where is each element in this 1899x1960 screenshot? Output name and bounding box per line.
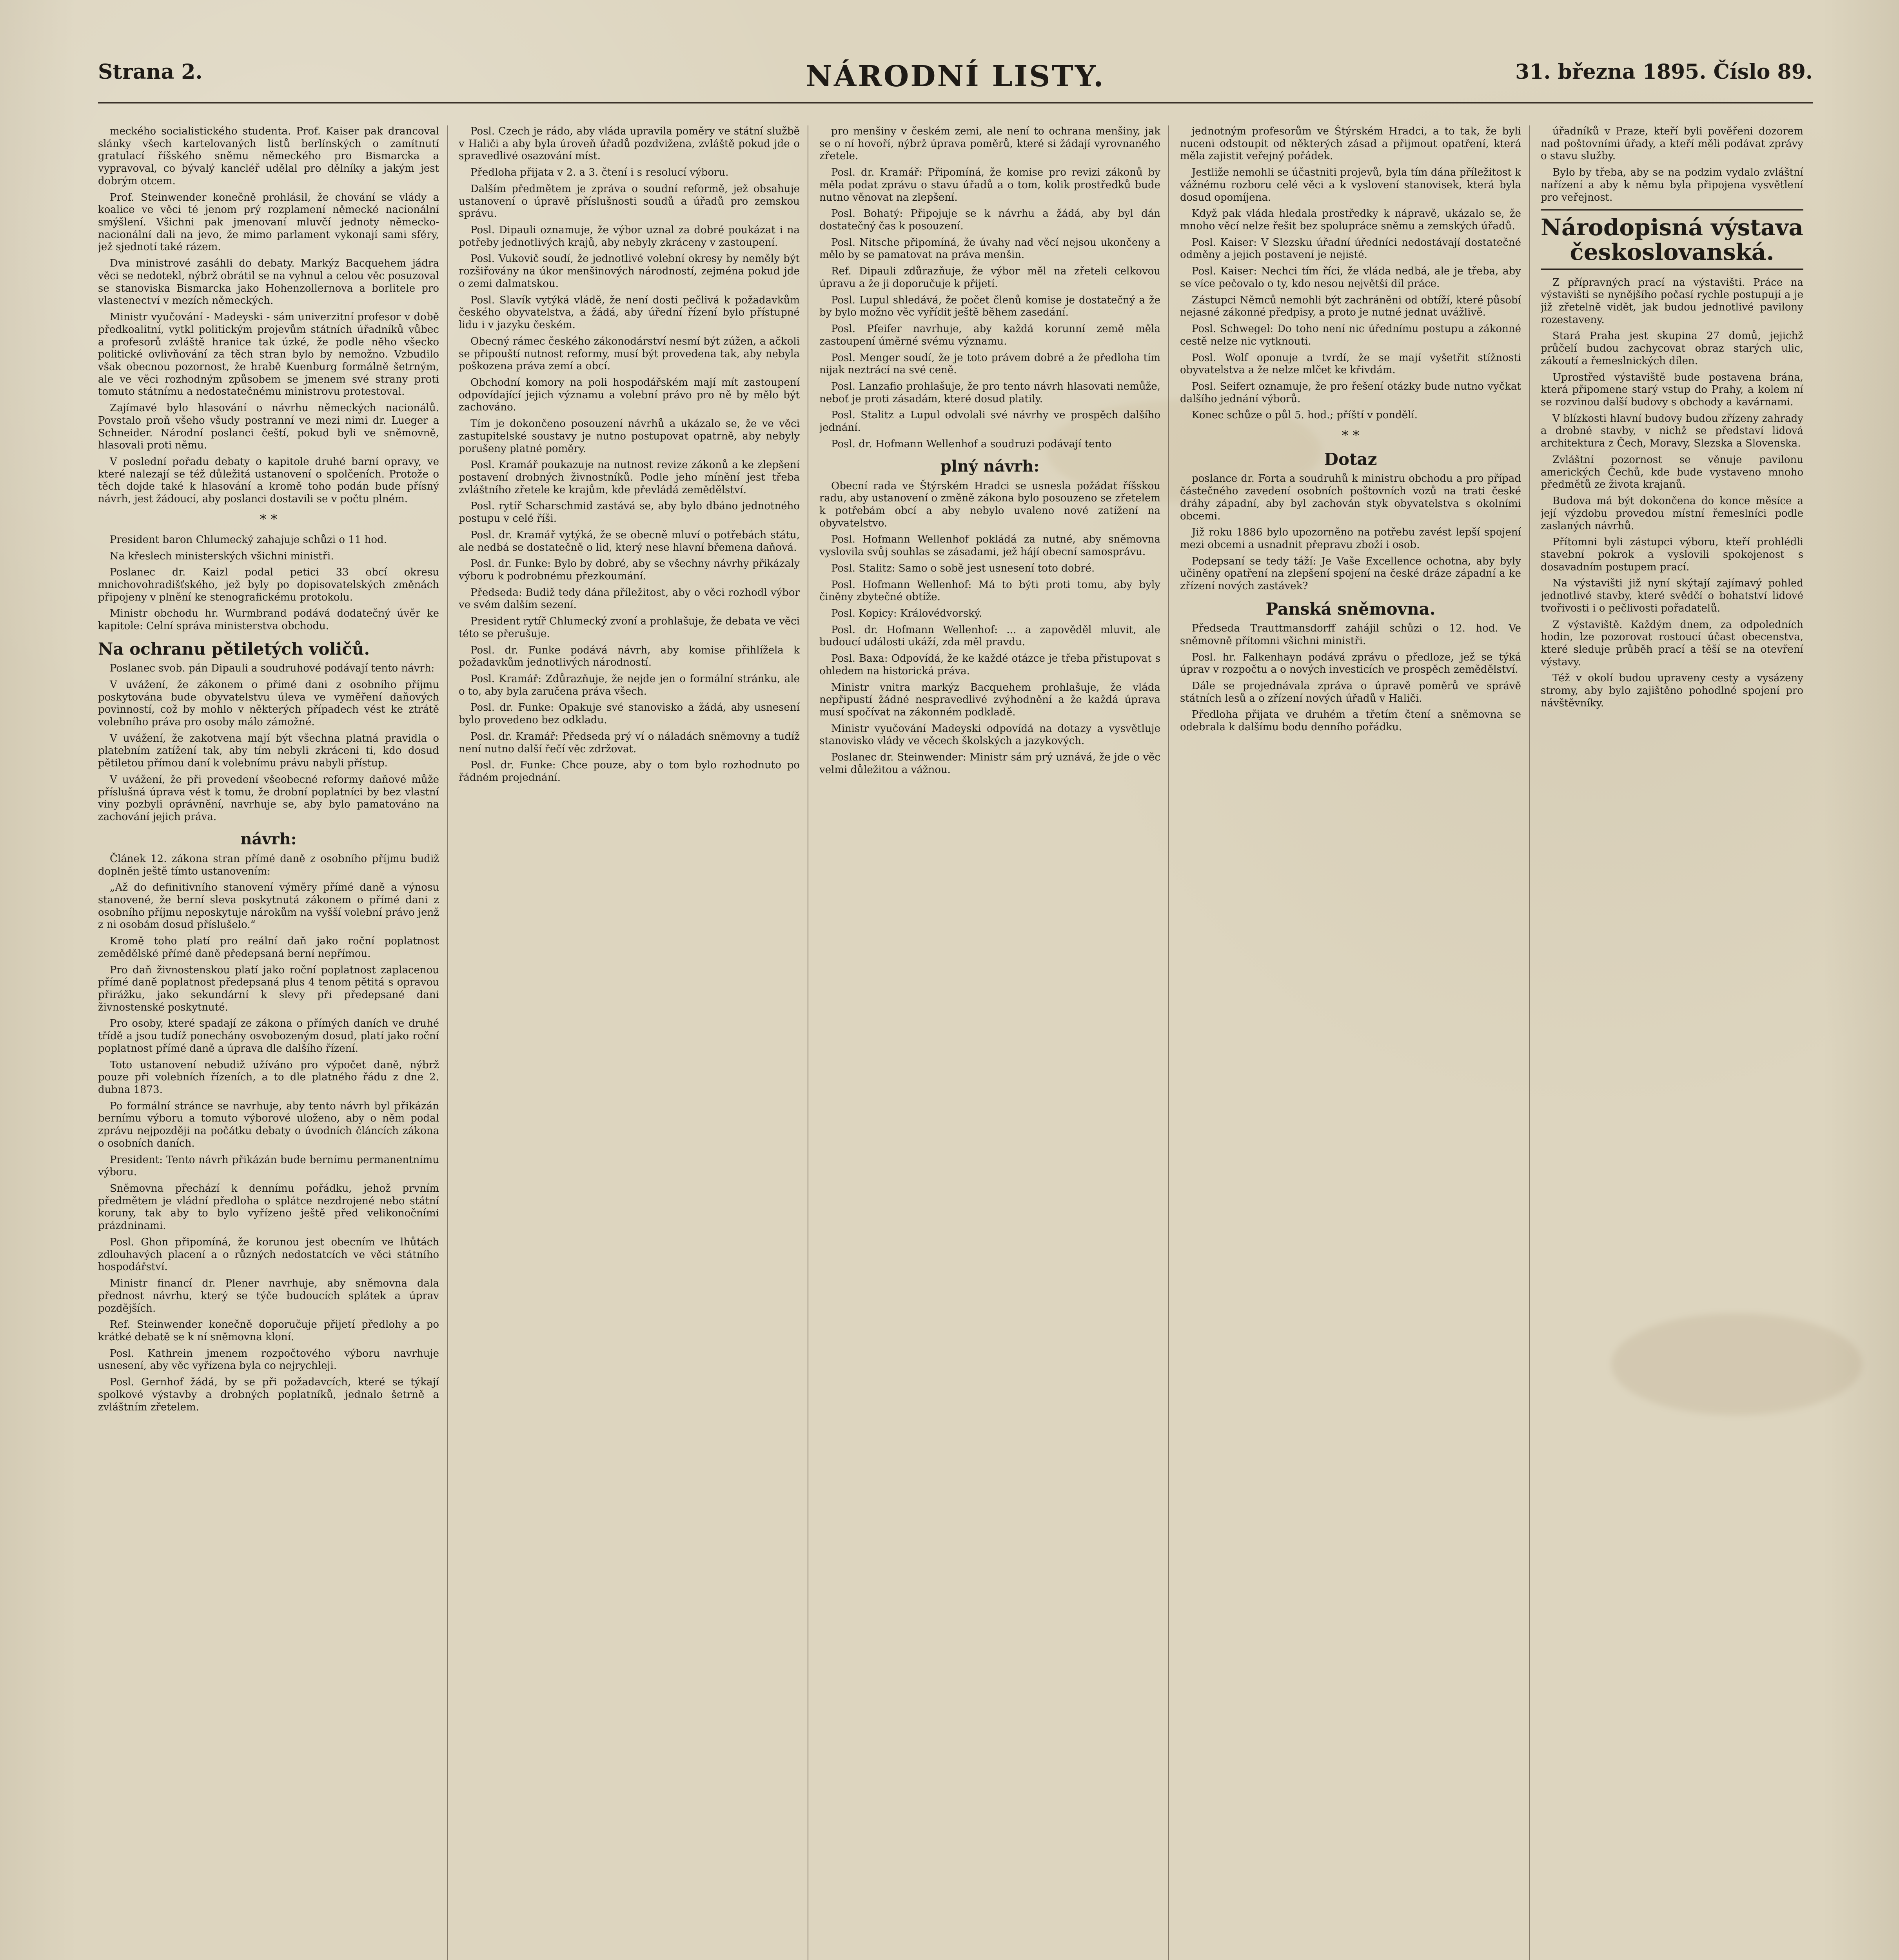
article-paragraph: pro menšiny v českém zemi, ale není to ochrana menšiny, jak se o ní hovoří, nýbrž úprava poměrů, které si žádají vyrovnaného zřetele. — [819, 125, 1160, 162]
section-title: Národopisná výstava českoslovanská. — [1541, 209, 1803, 269]
article-paragraph: Posl. Kaiser: V Slezsku úřadní úředníci nedostávají dostatečné odměny a jejich postavení je nejisté. — [1180, 236, 1521, 261]
article-paragraph: Posl. Hofmann Wellenhof pokládá za nutné, aby sněmovna vyslovila svůj souhlas se zásadami, jež hájí obecní samosprávu. — [819, 534, 1160, 558]
article-paragraph: V uvážení, že zákonem o přímé dani z osobního příjmu poskytována bude obyvatelstvu úleva ve vyměření daňových povinností, což by mohlo v některých případech vést ke ztrátě volebního práva pro osoby málo zámožné. — [98, 679, 439, 728]
article-paragraph: Posl. Dipauli oznamuje, že výbor uznal za dobré poukázat i na potřeby jednotlivých krajů, aby nebyly zkráceny v zastoupení. — [459, 224, 800, 249]
article-paragraph: Ref. Steinwender konečně doporučuje přijetí předlohy a po krátké debatě se k ní sněmovna kloní. — [98, 1319, 439, 1343]
article-paragraph: Jestliže nemohli se účastniti projevů, byla tím dána příležitost k vážnému rozboru celé věci a k vyslovení stanovisek, která byla dosud opomíjena. — [1180, 167, 1521, 203]
article-paragraph: President baron Chlumecký zahajuje schůzi o 11 hod. — [110, 534, 387, 546]
article-paragraph: Ref. Dipauli zdůrazňuje, že výbor měl na zřeteli celkovou úpravu a že ji doporučuje k přijetí. — [819, 265, 1160, 290]
article-paragraph: President: Tento návrh přikázán bude bernímu permanentnímu výboru. — [98, 1154, 439, 1178]
text-column-5 — [1541, 125, 1803, 1960]
article-paragraph: Zvláštní pozornost se věnuje pavilonu amerických Čechů, kde bude vystaveno mnoho předmětů ze života krajanů. — [1541, 454, 1803, 491]
article-paragraph: Posl. Menger soudí, že je toto právem dobré a že předloha tím nijak neztrácí na své ceně. — [819, 352, 1160, 376]
article-paragraph: Též v okolí budou upraveny cesty a vysázeny stromy, aby bylo zajištěno pohodlné spojení pro návštěvníky. — [1541, 672, 1803, 709]
article-paragraph: Posl. dr. Kramář vytýká, že se obecně mluví o potřebách státu, ale nedbá se dostatečně o lid, který nese hlavní břemena daňová. — [459, 529, 800, 554]
section-title: Dotaz — [1324, 450, 1377, 469]
article-paragraph: Posl. Kaiser: Nechci tím říci, že vláda nedbá, ale je třeba, aby se více pečovalo o ty, kdo nesou největší díl práce. — [1180, 265, 1521, 290]
article-paragraph: jednotným profesorům ve Štýrském Hradci, a to tak, že byli nuceni odstoupit od některých zásad a přijmout opatření, která měla zajistit veřejný pořádek. — [1180, 125, 1521, 162]
article-paragraph: Kromě toho platí pro reální daň jako roční poplatnost zemědělské přímé daně předepsaná berní nepřímou. — [98, 935, 439, 960]
article-paragraph: Posl. Schwegel: Do toho není nic úřednímu postupu a zákonné cestě nelze nic vytknouti. — [1180, 323, 1521, 347]
article-paragraph: Zajímavé bylo hlasování o návrhu německých nacionálů. Povstalo proň všeho všudy postranní ve mezi nimi dr. Lueger a Schneider. Národní poslanci čeští, pokud byli ve sněmovně, hlasovali proti němu. — [98, 402, 439, 452]
column-divider — [447, 125, 448, 1960]
article-paragraph: Pro daň živnostenskou platí jako roční poplatnost zaplacenou přímé daně poplatnost předepsaná plus 4 tenom pětitá s opravou přirážku, jako sekundární k slevy při předepsané dani živnostenské poskytnuté. — [98, 964, 439, 1013]
article-paragraph: Ministr obchodu hr. Wurmbrand podává dodatečný úvěr ke kapitole: Celní správa ministerstva obchodu. — [98, 608, 439, 632]
article-paragraph: Když pak vláda hledala prostředky k nápravě, ukázalo se, že mnoho věcí nelze řešit bez spolupráce sněmu a zemských úřadů. — [1180, 208, 1521, 232]
article-paragraph: Posl. Pfeifer navrhuje, aby každá korunní země měla zastoupení úměrné svému významu. — [819, 323, 1160, 347]
article-paragraph: Ministr vyučování Madeyski odpovídá na dotazy a vysvětluje stanovisko vlády ve věcech školských a jazykových. — [819, 722, 1160, 747]
text-column-4 — [1180, 125, 1521, 1960]
text-column-1 — [98, 125, 439, 1960]
article-paragraph: Tím je dokončeno posouzení návrhů a ukázalo se, že ve věci zastupitelské soustavy je nutno postupovat opatrně, aby nebyly porušeny platné poměry. — [459, 418, 800, 455]
article-paragraph: poslance dr. Forta a soudruhů k ministru obchodu a pro případ částečného zavedení osobních poštovních vozů na trati české dráhy západní, aby byl zachován styk obyvatelstva s okolními obcemi. — [1180, 473, 1521, 522]
article-paragraph: Poslanec svob. pán Dipauli a soudruhové podávají tento návrh: — [110, 662, 435, 675]
article-paragraph: Posl. dr. Kramář: Připomíná, že komise pro revizi zákonů by měla podat zprávu o stavu úřadů a o tom, kolik prostředků bude nutno věnovat na zlepšení. — [819, 167, 1160, 203]
article-paragraph: Posl. dr. Funke: Chce pouze, aby o tom bylo rozhodnuto po řádném projednání. — [459, 759, 800, 784]
text-column-3 — [819, 125, 1160, 1960]
article-paragraph: V uvážení, že při provedení všeobecné reformy daňové může příslušná úprava vést k tomu, že drobní poplatníci by bez vlastní viny pozbyli oprávnění, navrhuje se, aby bylo pamatováno na zachování jejich práva. — [98, 773, 439, 823]
article-paragraph: Posl. Czech je rádo, aby vláda upravila poměry ve státní službě v Haliči a aby byla úroveň úřadů pozdvižena, zvláště pokud jde o spravedlivé osazování míst. — [459, 125, 800, 162]
article-paragraph: Posl. Baxa: Odpovídá, že ke každé otázce je třeba přistupovat s ohledem na historická práva. — [819, 653, 1160, 677]
article-paragraph: Posl. Wolf oponuje a tvrdí, že se mají vyšetřit stížnosti obyvatelstva a že nelze mlčet ke křivdám. — [1180, 352, 1521, 376]
article-paragraph: Posl. dr. Funke: Bylo by dobré, aby se všechny návrhy přikázaly výboru k podrobnému přezkoumání. — [459, 558, 800, 582]
article-paragraph: Obchodní komory na poli hospodářském mají mít zastoupení odpovídající jejich významu a volební právo pro ně by mělo být zachováno. — [459, 376, 800, 414]
article-paragraph: Zástupci Němců nemohli být zachráněni od obtíží, které působí nejasné zákonné předpisy, a proto je nutné jednat uvážlivě. — [1180, 294, 1521, 319]
article-paragraph: Posl. rytíř Scharschmid zastává se, aby bylo dbáno jednotného postupu v celé říši. — [459, 500, 800, 525]
article-paragraph: Ministr vnitra markýz Bacquehem prohlašuje, že vláda nepřipustí žádné nespravedlivé zvýhodnění a že každá úprava musí spočívat na zákonném podkladě. — [819, 681, 1160, 719]
article-paragraph: Posl. Bohatý: Připojuje se k návrhu a žádá, aby byl dán dostatečný čas k posouzení. — [819, 208, 1160, 232]
article-paragraph: Posl. Stalitz a Lupul odvolali své návrhy ve prospěch dalšího jednání. — [819, 409, 1160, 434]
article-paragraph: Uprostřed výstaviště bude postavena brána, která připomene starý vstup do Prahy, a kolem ní se rozvinou další budovy s obchody a kavárnami. — [1541, 371, 1803, 408]
article-paragraph: Obecní rada ve Štýrském Hradci se usnesla požádat říšskou radu, aby ustanovení o změně zákona bylo posouzeno se zřetelem k potřebám obcí a aby nebylo uvaleno nové zatížení na obyvatelstvo. — [819, 480, 1160, 529]
article-paragraph: Předseda Trauttmansdorff zahájil schůzi o 12. hod. Ve sněmovně přítomni všichni ministři. — [1180, 622, 1521, 647]
article-paragraph: Posl. dr. Funke podává návrh, aby komise přihlížela k požadavkům jednotlivých národností. — [459, 644, 800, 669]
page-number: Strana 2. — [98, 60, 203, 84]
article-paragraph: Dva ministrové zasáhli do debaty. Markýz Bacquehem jádra věci se nedotekl, nýbrž obrátil se na vyhnul a celou věc posuzoval se stanoviska Bismarcka jako Hohenzollernova a borlitele pro vlastenectví v mezích německých. — [98, 258, 439, 307]
article-paragraph: Posl. Lanzafio prohlašuje, že pro tento návrh hlasovati nemůže, neboť je proti zásadám, které dosud platily. — [819, 380, 1160, 405]
article-paragraph: Ministr vyučování - Madeyski - sám univerzitní profesor v době předkoalitní, vytkl politickým projevům státních úřadníků vůbec a profesorů zvláště hranice tak úzké, že podle něho všecko politické ovlivňování za těch stran bylo by nemožno. Vzbudilo však obecnou pozornost, že hrabě Kuenburg formálně šetrným, ale ve věci rozhodným způsobem se jmenem své strany proti tomuto státnímu a nedostatečnému ministrovu protestoval. — [98, 311, 439, 398]
article-paragraph: Předloha přijata v 2. a 3. čtení i s resolucí výboru. — [470, 167, 729, 179]
article-paragraph: Posl. Kramář poukazuje na nutnost revize zákonů a ke zlepšení postavení drobných živnostníků. Podle jeho mínění jest třeba zvláštního zřetele ke krajům, kde převládá zemědělství. — [459, 459, 800, 496]
article-paragraph: Posl. Gernhof žádá, by se při požadavcích, které se týkají spolkové výstavby a drobných poplatníků, jednalo šetrně a zvláštním zřetelem. — [98, 1376, 439, 1413]
article-paragraph: Již roku 1886 bylo upozorněno na potřebu zavést lepší spojení mezi obcemi a usnadnit přepravu zboží i osob. — [1180, 526, 1521, 551]
article-paragraph: meckého socialistického studenta. Prof. Kaiser pak drancoval slánky všech kartelovaných listů berlínských o zamítnutí gratulací říšského sněmu německého pro Bismarcka a vypravoval, co bývalý kancléř udělal pro dělníky a jakým jest dobrým otcem. — [98, 125, 439, 187]
article-paragraph: Dále se projednávala zpráva o úpravě poměrů ve správě státních lesů a o zřízení nových úřadů v Haliči. — [1180, 680, 1521, 704]
article-paragraph: Pro osoby, které spadají ze zákona o přímých daních ve druhé třídě a jsou tudíž ponechány osvobozeným dosud, platí jako roční poplatnost přímé daně a úprava dle dalšího řízení. — [98, 1018, 439, 1054]
article-paragraph: Toto ustanovení nebudiž užíváno pro výpočet daně, nýbrž pouze při volebních řízeních, a to dle platného řádu z dne 2. dubna 1873. — [98, 1059, 439, 1096]
article-paragraph: Poslanec dr. Kaizl podal petici 33 obcí okresu mnichovohradišťského, jež byly po dopisovatelských změnách připojeny v plnění ke stenografickému protokolu. — [98, 566, 439, 603]
article-paragraph: Přítomni byli zástupci výboru, kteří prohlédli stavební pokrok a vyslovili spokojenost s dosavadním postupem prací. — [1541, 536, 1803, 573]
article-paragraph: Stará Praha jest skupina 27 domů, jejichž průčelí budou zachycovat obraz starých ulic, zákoutí a řemeslnických dílen. — [1541, 330, 1803, 367]
page-header — [98, 55, 1813, 103]
article-paragraph: Poslanec dr. Steinwender: Ministr sám prý uznává, že jde o věc velmi důležitou a vážnou. — [819, 751, 1160, 776]
article-paragraph: Posl. Stalitz: Samo o sobě jest usnesení toto dobré. — [831, 562, 1095, 574]
article-paragraph: Na křeslech ministerských všichni ministři. — [110, 550, 334, 562]
article-paragraph: Obecný rámec českého zákonodárství nesmí být zúžen, a ačkoli se připouští nutnost reformy, musí být provedena tak, aby nebyla poškozena práva zemí a obcí. — [459, 335, 800, 372]
subsection-heading: návrh: — [240, 829, 297, 848]
article-paragraph: Posl. Kopicy: Královédvorský. — [831, 608, 982, 619]
column-divider — [1168, 125, 1169, 1960]
article-paragraph: President rytíř Chlumecký zvoní a prohlašuje, že debata ve věci této se přerušuje. — [459, 615, 800, 640]
section-title: Panská sněmovna. — [1265, 599, 1436, 619]
issue-date-and-number: 31. března 1895. Číslo 89. — [1515, 60, 1813, 84]
article-paragraph: Posl. dr. Kramář: Předseda prý ví o náladách sněmovny a tudíž není nutno další řečí věc zdržovat. — [459, 730, 800, 755]
article-paragraph: Dalším předmětem je zpráva o soudní reformě, jež obsahuje ustanovení o úpravě příslušnosti soudů a úřadů pro zemskou správu. — [459, 183, 800, 220]
article-paragraph: Konec schůze o půl 5. hod.; příští v pondělí. — [1192, 409, 1418, 421]
article-paragraph: Po formální stránce se navrhuje, aby tento návrh byl přikázán bernímu výboru a tomuto výborové uloženo, aby o něm podal zprávu nejpozději na počátku debaty o úvodních článcích zákona o osobních daních. — [98, 1100, 439, 1149]
article-paragraph: Posl. Hofmann Wellenhof: Má to býti proti tomu, aby byly činěny zbytečné obtíže. — [819, 579, 1160, 603]
column-divider — [1529, 125, 1530, 1960]
article-paragraph: Posl. dr. Funke: Opakuje své stanovisko a žádá, aby usnesení bylo provedeno bez odkladu. — [459, 702, 800, 726]
article-paragraph: Posl. dr. Hofmann Wellenhof a soudruzi podávají tento — [831, 438, 1112, 450]
article-paragraph: Předloha přijata ve druhém a třetím čtení a sněmovna se odebrala k dalšímu bodu denního pořádku. — [1180, 709, 1521, 733]
article-paragraph: Sněmovna přechází k dennímu pořádku, jehož prvním předmětem je vládní předloha o splátce nezdrojené nebo státní koruny, tak aby to bylo vyřízeno ještě před velikonočními prázdninami. — [98, 1183, 439, 1232]
article-paragraph: Bylo by třeba, aby se na podzim vydalo zvláštní nařízení a aby k němu byla připojena vysvětlení pro veřejnost. — [1541, 167, 1803, 203]
article-paragraph: V poslední pořadu debaty o kapitole druhé barní opravy, ve které nalezají se též důležitá ustanovení o spolčeních. Protože o těch dojde také k hlasování a kromě toho podán bude přísný návrh, jest žádoucí, aby poslanci dostavili se v počtu plném. — [98, 456, 439, 505]
article-paragraph: Prof. Steinwender konečně prohlásil, že chování se vlády a koalice ve věci té jenom prý rozplamení německé nacionální smýšlení. Všichni pak jmenovaní mluvčí jednoty německo-nacionální dali na jevo, že mimo parlament vykonají sami sféry, jež sjednotí také rázem. — [98, 191, 439, 253]
article-paragraph: úřadníků v Praze, kteří byli pověřeni dozorem nad poštovními úřady, a kteří měli podávat zprávy o stavu služby. — [1541, 125, 1803, 162]
article-paragraph: Ministr financí dr. Plener navrhuje, aby sněmovna dala přednost návrhu, který se týče budoucích splátek a úprav pozdějších. — [98, 1278, 439, 1314]
article-paragraph: Předseda: Budiž tedy dána příležitost, aby o věci rozhodl výbor ve svém dalším sezení. — [459, 586, 800, 611]
article-paragraph: Posl. Seifert oznamuje, že pro řešení otázky bude nutno vyčkat dalšího jednání výborů. — [1180, 380, 1521, 405]
text-column-2 — [459, 125, 800, 1960]
separator: * * — [1342, 428, 1360, 444]
article-paragraph: Posl. Slavík vytýká vládě, že není dosti pečlivá k požadavkům českého obyvatelstva, a žádá, aby úřední řízení bylo přístupné lidu i v jazyku českém. — [459, 294, 800, 331]
article-paragraph: Z přípravných prací na výstavišti. Práce na výstavišti se nynějšího počasí rychle postupují a je již zřetelně vidět, jak budou jednotlivé pavilony rozestaveny. — [1541, 276, 1803, 326]
subsection-heading: plný návrh: — [940, 457, 1040, 475]
article-paragraph: Posl. Ghon připomíná, že korunou jest obecním ve lhůtách zdlouhavých placení a o různých nedostatcích ve věci státního hospodářství. — [98, 1236, 439, 1273]
article-paragraph: Podepsaní se tedy táží: Je Vaše Excellence ochotna, aby byly učiněny opatření na zlepšení spojení na české dráze západní a ke zřízení nových zastávek? — [1180, 555, 1521, 592]
article-paragraph: Posl. Nitsche připomíná, že úvahy nad věcí nejsou ukončeny a mělo by se pamatovat na práva menšin. — [819, 236, 1160, 261]
article-paragraph: Posl. Kramář: Zdůrazňuje, že nejde jen o formální stránku, ale o to, aby byla zaručena práva všech. — [459, 673, 800, 697]
separator: * * — [260, 511, 278, 527]
article-paragraph: V uvážení, že zakotvena mají být všechna platná pravidla o platebním zatížení tak, aby tím nebyli zkráceni ti, kdo dosud pětiletou přímou daní k volebnímu právu nabyli přístup. — [98, 732, 439, 769]
article-paragraph: Z výstaviště. Každým dnem, za odpoledních hodin, lze pozorovat rostoucí účast obecenstva, které sleduje průběh prací a těší se na otevření výstavy. — [1541, 619, 1803, 668]
article-paragraph: „Až do definitivního stanovení výměry přímé daně a výnosu stanovené, že berní sleva poskytnutá zákonem o přímé dani z osobního příjmu neposkytuje nárokům na vyšší volební právo jenž z ni osobám dosud příslušelo.“ — [98, 882, 439, 931]
article-paragraph: V blízkosti hlavní budovy budou zřízeny zahrady a drobné stavby, v nichž se představí lidová architektura z Čech, Moravy, Slezska a Slovenska. — [1541, 412, 1803, 450]
article-paragraph: Na výstavišti již nyní skýtají zajímavý pohled jednotlivé stavby, které svědčí o bohatství lidové tvořivosti i o pečlivosti pořadatelů. — [1541, 577, 1803, 614]
article-paragraph: Budova má být dokončena do konce měsíce a její výzdobu provedou místní řemeslníci podle zaslaných návrhů. — [1541, 495, 1803, 532]
article-paragraph: Článek 12. zákona stran přímé daně z osobního příjmu budiž doplněn ještě tímto ustanovením: — [98, 853, 439, 877]
newspaper-title: NÁRODNÍ LISTY. — [806, 60, 1105, 93]
section-title: Na ochranu pětiletých voličů. — [98, 639, 370, 659]
article-paragraph: Posl. Lupul shledává, že počet členů komise je dostatečný a že by bylo možno věc vyřídit ještě během zasedání. — [819, 294, 1160, 319]
article-paragraph: Posl. Vukovič soudí, že jednotlivé volební okresy by neměly být rozšiřovány na úkor menšinových národností, zejména pokud jde o zemi dalmatskou. — [459, 253, 800, 290]
article-paragraph: Posl. Kathrein jmenem rozpočtového výboru navrhuje usnesení, aby věc vyřízena byla co nejrychleji. — [98, 1347, 439, 1372]
article-paragraph: Posl. dr. Hofmann Wellenhof: ... a zapověděl mluvit, ale budoucí události ukáží, zda měl pravdu. — [819, 624, 1160, 648]
article-paragraph: Posl. hr. Falkenhayn podává zprávu o předloze, jež se týká úprav v rozpočtu a o nových investicích ve prospěch zemědělství. — [1180, 651, 1521, 676]
